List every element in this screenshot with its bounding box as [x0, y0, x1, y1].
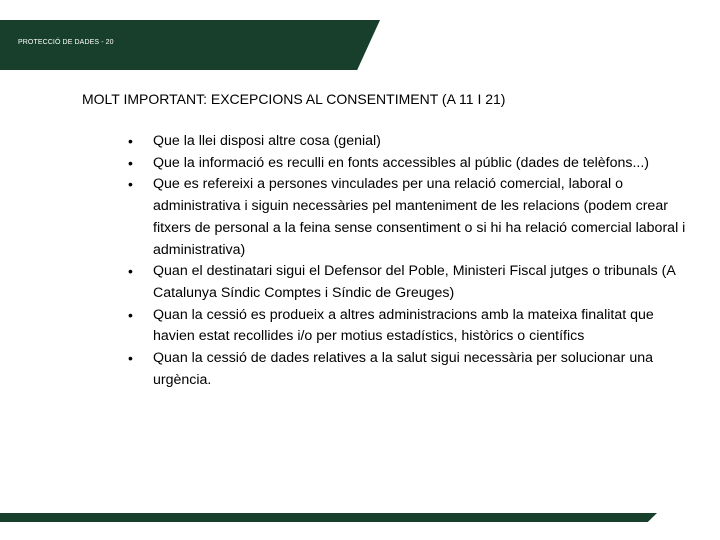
- bullet-dot-icon: •: [128, 350, 133, 367]
- bullet-text: Que la llei disposi altre cosa (genial): [153, 133, 381, 149]
- bullet-list: [128, 131, 688, 391]
- bullet-item: [128, 261, 688, 304]
- footer-band: [0, 513, 657, 522]
- bullet-text: Que es refereixi a persones vinculades per una relació comercial, laboral o administrativa i siguin necessàries pel manteniment de les relacions (podem crear fitxers de personal a la feina sense consentiment o si hi ha relació comercial laboral i administrativa): [153, 176, 686, 258]
- header-label: PROTECCIÓ DE DADES - 20: [18, 39, 114, 46]
- bullet-item: [128, 305, 688, 348]
- bullet-item: [128, 174, 688, 261]
- bullet-item: [128, 131, 688, 153]
- bullet-dot-icon: •: [128, 263, 133, 280]
- bullet-text: Que la informació es reculli en fonts accessibles al públic (dades de telèfons...): [153, 154, 650, 171]
- bullet-dot-icon: •: [128, 306, 133, 323]
- bullet-dot-icon: •: [128, 154, 133, 171]
- bullet-text: Quan la cessió es produeix a altres administracions amb la mateixa finalitat que havien estat recollides i/o per motius estadístics, històrics o científics: [153, 306, 654, 345]
- bullet-dot-icon: •: [128, 176, 133, 193]
- bullet-dot-icon: •: [128, 133, 133, 149]
- slide-title: MOLT IMPORTANT: EXCEPCIONS AL CONSENTIMENT (A 11 I 21): [82, 91, 506, 107]
- bullet-item: [128, 153, 688, 175]
- bullet-text: Quan la cessió de dades relatives a la salut sigui necessària per solucionar una urgència.: [153, 350, 654, 388]
- bullet-item: [128, 348, 688, 391]
- bullet-text: Quan el destinatari sigui el Defensor del Poble, Ministeri Fiscal jutges o tribunals (A Catalunya Síndic Comptes i Síndic de Greuges): [153, 263, 676, 301]
